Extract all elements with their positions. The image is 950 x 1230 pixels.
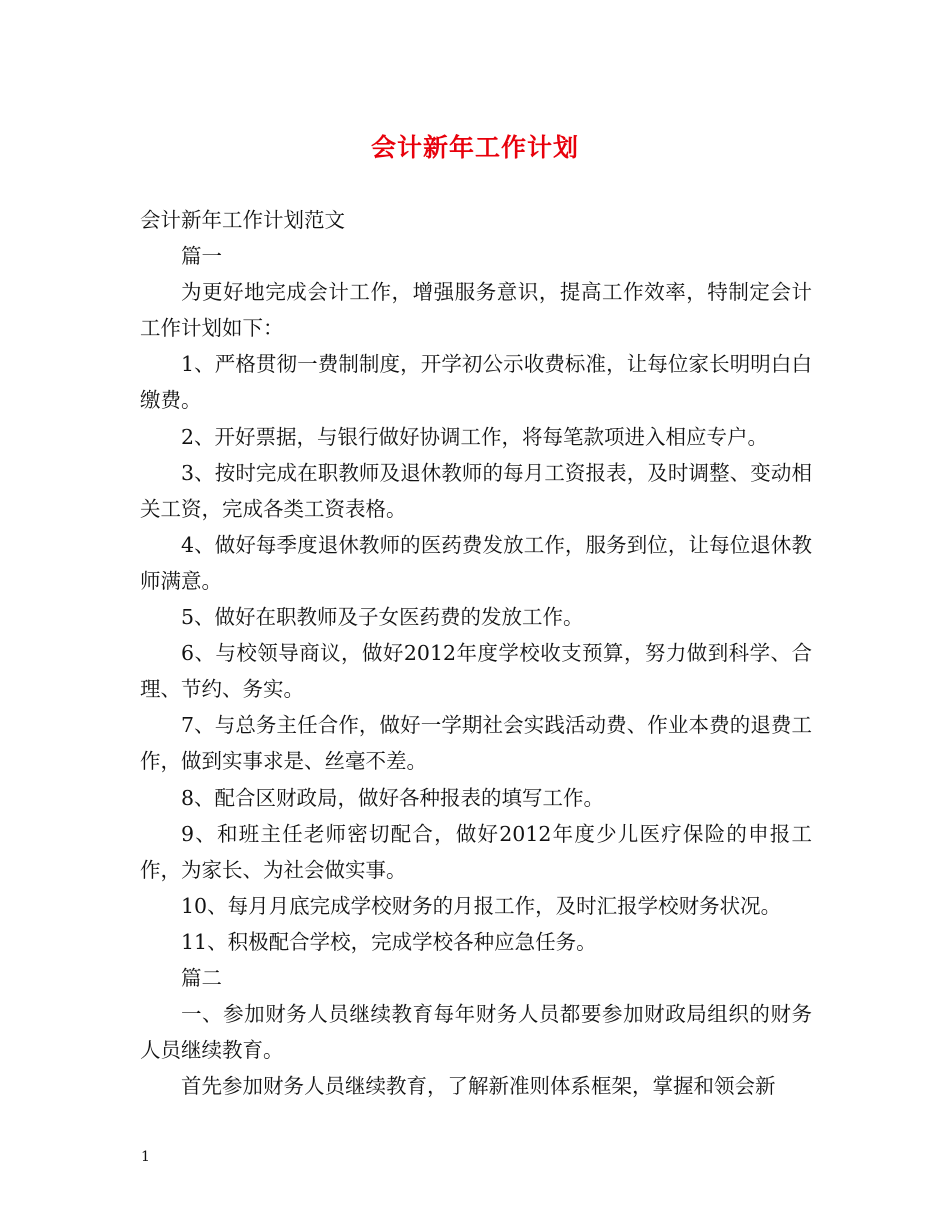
page-number: 1 — [141, 1149, 150, 1165]
body-paragraph: 为更好地完成会计工作，增强服务意识，提高工作效率，特制定会计工作计划如下： — [140, 280, 812, 341]
section-heading-part-one: 篇一 — [181, 244, 222, 269]
list-item: 5、做好在职教师及子女医药费的发放工作。 — [181, 605, 584, 630]
document-title: 会计新年工作计划 — [370, 133, 579, 162]
body-paragraph: 会计新年工作计划范文 — [140, 208, 345, 232]
list-item: 10、每月月底完成学校财务的月报工作，及时汇报学校财务状况。 — [181, 893, 782, 918]
list-item: 7、与总务主任合作，做好一学期社会实践活动费、作业本费的退费工作，做到实事求是、丝毫不差。 — [140, 713, 812, 774]
body-paragraph: 一、参加财务人员继续教育每年财务人员都要参加财政局组织的财务人员继续教育。 — [140, 1002, 812, 1063]
list-item: 3、按时完成在职教师及退休教师的每月工资报表，及时调整、变动相关工资，完成各类工资表格。 — [140, 460, 812, 521]
list-item: 1、严格贯彻一费制制度，开学初公示收费标准，让每位家长明明白白缴费。 — [140, 352, 812, 413]
section-heading-part-two: 篇二 — [181, 965, 222, 990]
list-item: 2、开好票据，与银行做好协调工作，将每笔款项进入相应专户。 — [181, 424, 769, 449]
body-paragraph: 首先参加财务人员继续教育，了解新准则体系框架，掌握和领会新 — [181, 1074, 776, 1099]
list-item: 6、与校领导商议，做好2012年度学校收支预算，努力做到科学、合理、节约、务实。 — [140, 641, 812, 702]
list-item: 4、做好每季度退休教师的医药费发放工作，服务到位，让每位退休教师满意。 — [140, 532, 812, 593]
list-item: 8、配合区财政局，做好各种报表的填写工作。 — [181, 785, 605, 810]
list-item: 9、和班主任老师密切配合，做好2012年度少儿医疗保险的申报工作，为家长、为社会做实事。 — [140, 821, 812, 882]
document-body — [140, 202, 812, 1104]
list-item: 11、积极配合学校，完成学校各种应急任务。 — [181, 929, 597, 954]
